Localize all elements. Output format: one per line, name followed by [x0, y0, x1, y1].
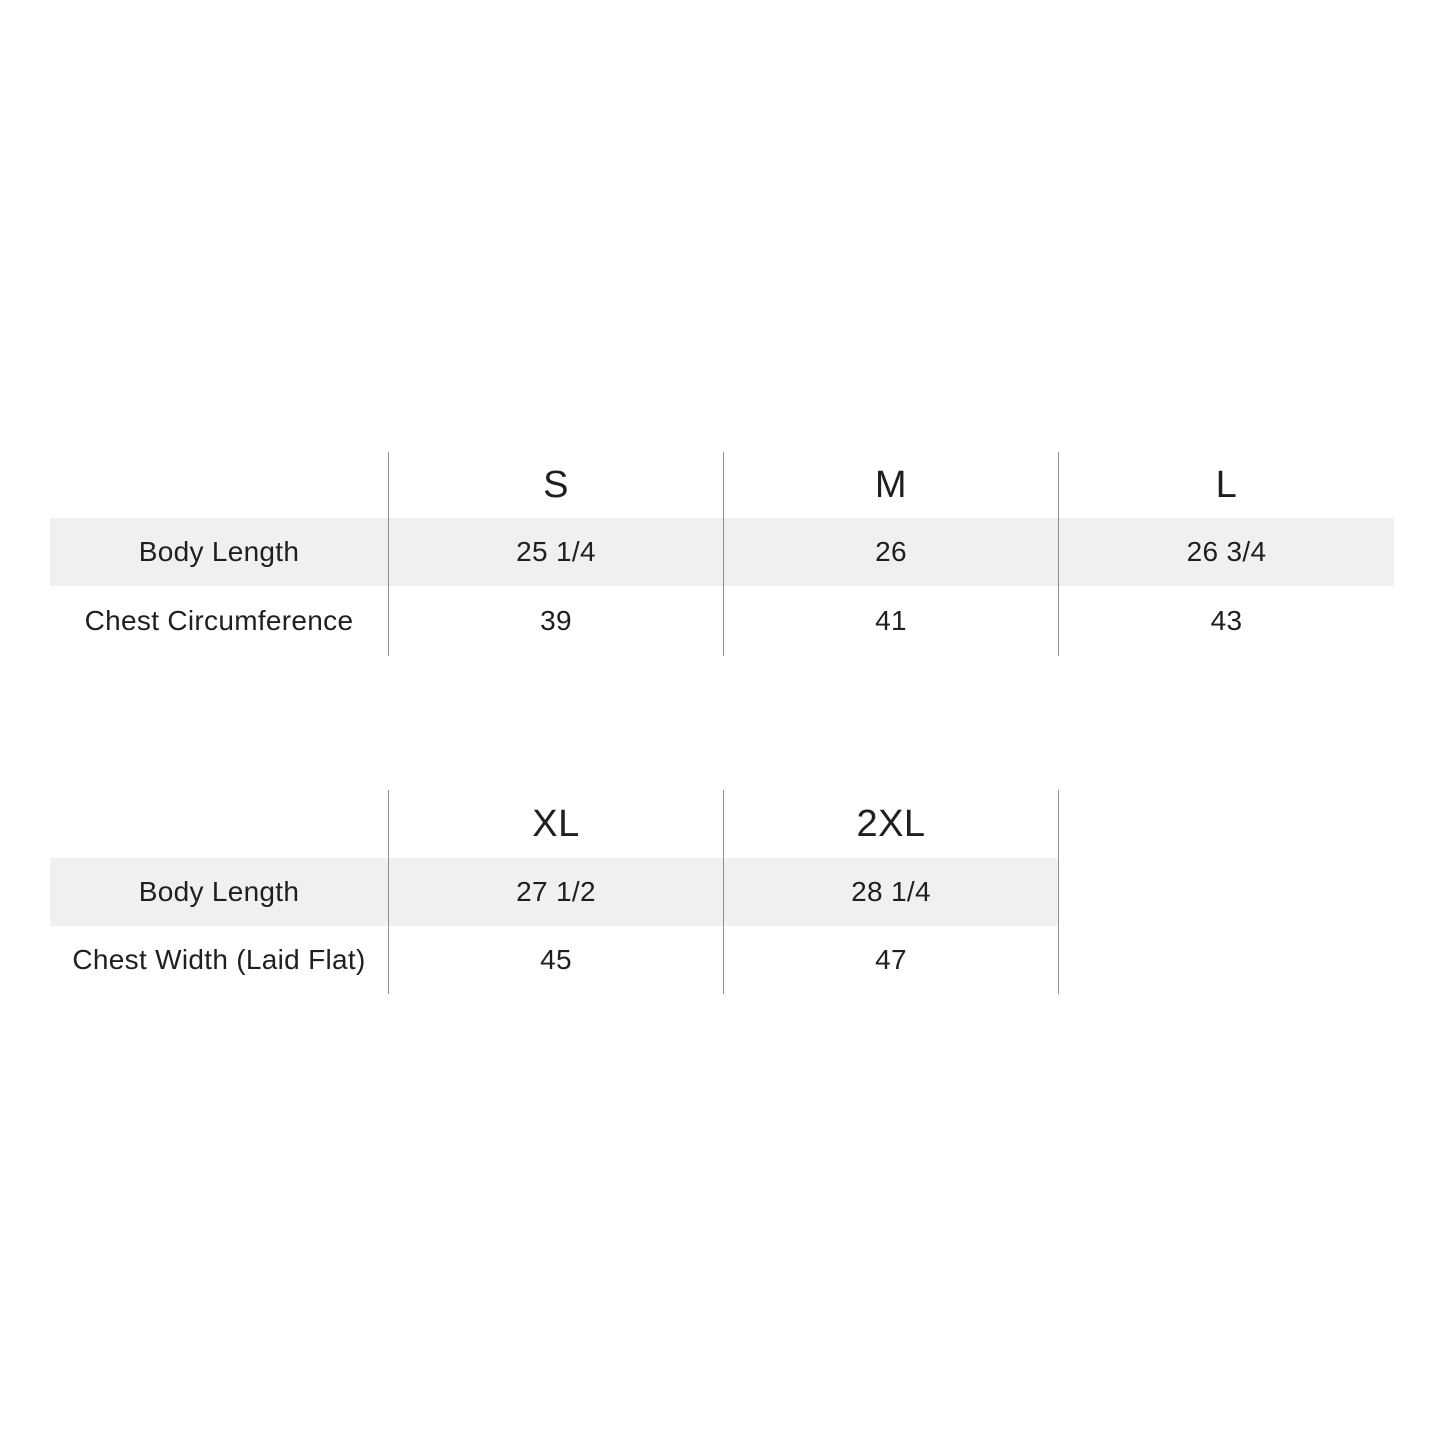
cell-body-length-2xl: 28 1/4 — [723, 858, 1058, 926]
row-label-chest-width: Chest Width (Laid Flat) — [72, 944, 366, 975]
cell-chest-width-2xl: 47 — [723, 926, 1058, 994]
cell-empty-trailing — [1058, 926, 1394, 994]
cell-body-length-m: 26 — [723, 518, 1058, 586]
cell-chest-circumference-l: 43 — [1058, 586, 1394, 656]
cell-empty-trailing — [1058, 858, 1394, 926]
cell-chest-circumference-m: 41 — [723, 586, 1058, 656]
column-header-xl: XL — [388, 790, 723, 858]
cell-body-length-l: 26 3/4 — [1058, 518, 1394, 586]
column-header-l: L — [1058, 452, 1394, 518]
header-empty-trailing — [1058, 790, 1394, 858]
size-table-s-m-l — [50, 452, 1394, 656]
cell-body-length-xl: 27 1/2 — [388, 858, 723, 926]
cell-body-length-s: 25 1/4 — [388, 518, 723, 586]
column-header-s: S — [388, 452, 723, 518]
row-label-chest-circumference: Chest Circumference — [84, 605, 354, 636]
row-label-body-length: Body Length — [50, 518, 388, 586]
column-header-m: M — [723, 452, 1058, 518]
header-spacer — [50, 790, 388, 858]
header-spacer — [50, 452, 388, 518]
cell-chest-width-xl: 45 — [388, 926, 723, 994]
column-header-2xl: 2XL — [723, 790, 1058, 858]
row-label-body-length: Body Length — [50, 858, 388, 926]
size-table-xl-2xl — [50, 790, 1394, 994]
cell-chest-circumference-s: 39 — [388, 586, 723, 656]
